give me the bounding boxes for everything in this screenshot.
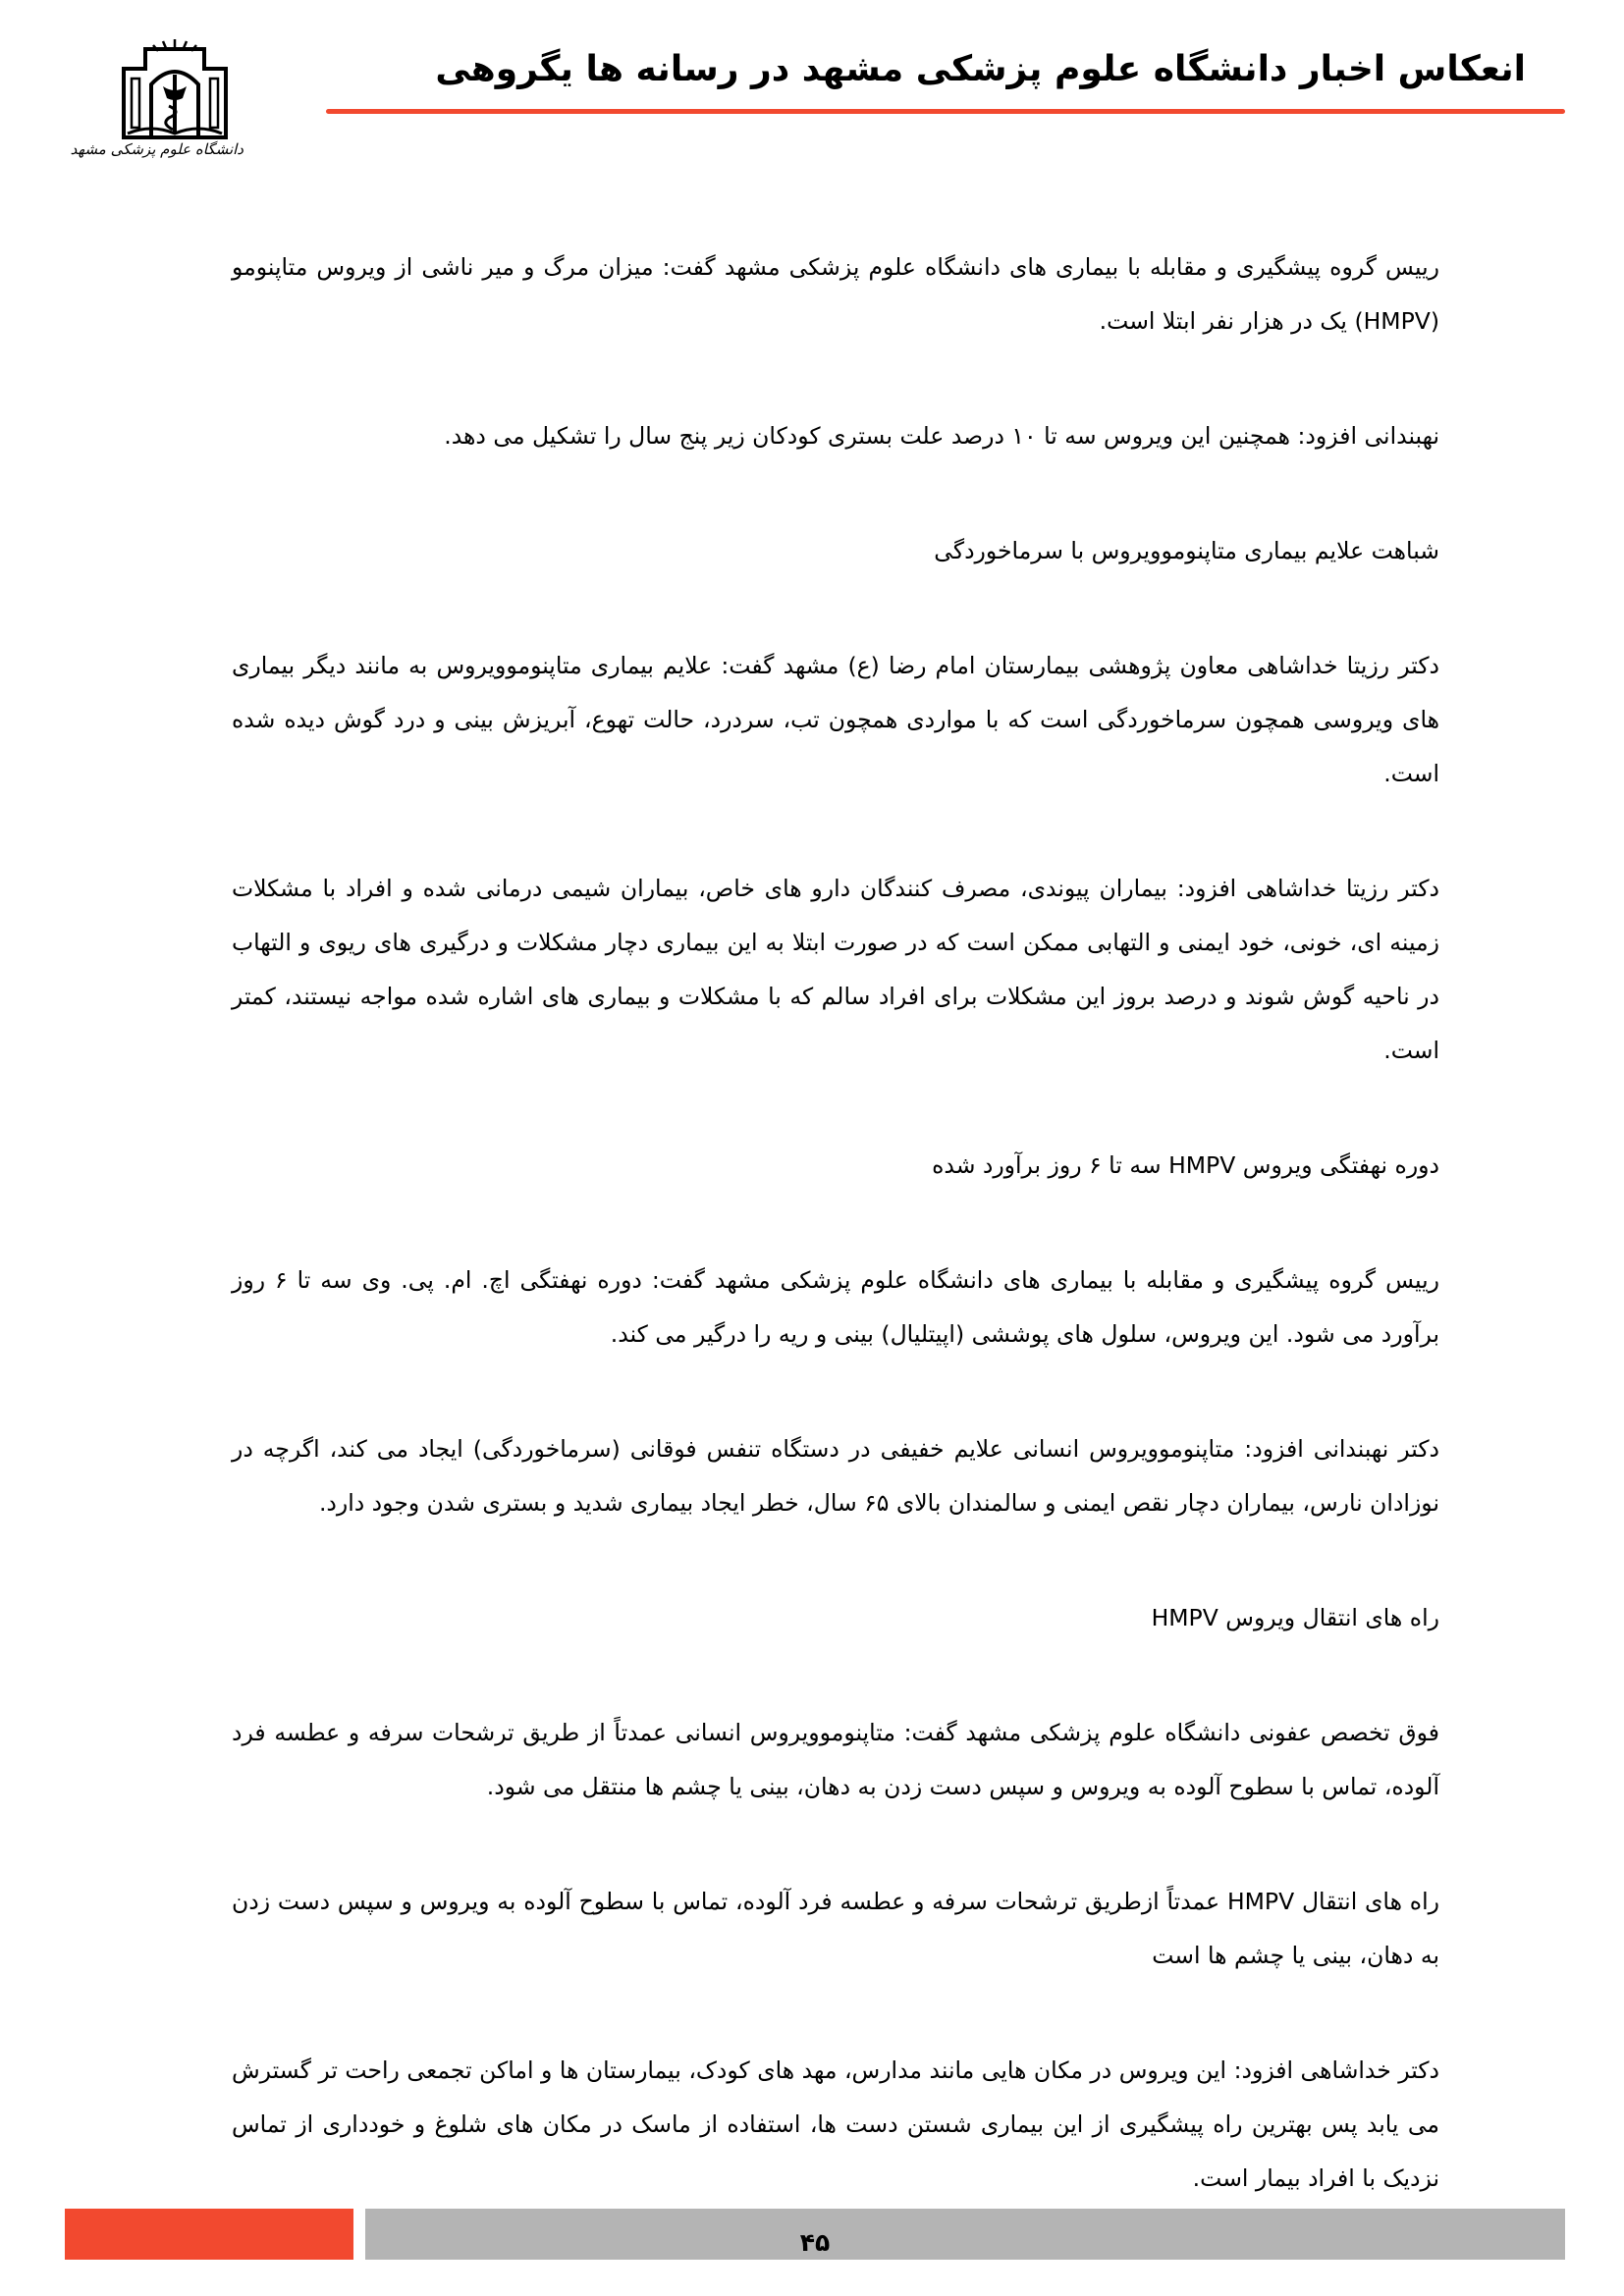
paragraph-9: راه های انتقال ویروس HMPV	[1151, 1604, 1439, 1631]
footer-accent-bar	[65, 2209, 353, 2260]
article-body	[232, 240, 1439, 2267]
paragraph-12: دکتر خداشاهی افزود: این ویروس در مکان هایی مانند مدارس، مهد های کودک، بیمارستان ها و اماکن تجمعی راحت تر گسترش می یابد پس بهترین راه پیشگیری از این بیماری شستن دست ها، استفاده از ماسک در مکان های شلوغ و خودداری از تماس نزدیک با افراد بیمار است.	[232, 2056, 1439, 2192]
logo-caption: دانشگاه علوم پزشکی مشهد	[70, 140, 244, 158]
paragraph-4: دکتر رزیتا خداشاهی معاون پژوهشی بیمارستان امام رضا (ع) مشهد گفت: علایم بیماری متاپنوموویروس به مانند دیگر بیماری های ویروسی همچون سرماخوردگی است که با مواردی همچون تب، سردرد، حالت تهوع، آبریزش بینی و درد گوش دیده شده است.	[232, 652, 1439, 787]
page-title: انعکاس اخبار دانشگاه علوم پزشکی مشهد در رسانه ها یگروهی	[435, 49, 1526, 89]
paragraph-5: دکتر رزیتا خداشاهی افزود: بیماران پیوندی، مصرف کنندگان دارو های خاص، بیماران شیمی درمانی شده و افراد با مشکلات زمینه ای، خونی، خود ایمنی و التهابی ممکن است که در صورت ابتلا به این بیماری دچار مشکلات و درگیری های ریوی و التهاب در ناحیه گوش شوند و درصد بروز این مشکلات برای افراد سالم که با مشکلات و بیماری های اشاره شده مواجه نیستند، کمتر است.	[232, 875, 1439, 1064]
paragraph-2: نهبندانی افزود: همچنین این ویروس سه تا ۱۰ درصد علت بستری کودکان زیر پنج سال را تشکیل می دهد.	[444, 422, 1439, 450]
paragraph-8: دکتر نهبندانی افزود: متاپنوموویروس انسانی علایم خفیفی در دستگاه تنفس فوقانی (سرماخوردگی) ایجاد می کند، اگرچه در نوزادان نارس، بیماران دچار نقص ایمنی و سالمندان بالای ۶۵ سال، خطر ایجاد بیماری شدید و بستری شدن وجود دارد.	[232, 1435, 1439, 1517]
footer-bar	[365, 2209, 1565, 2260]
header-divider	[326, 109, 1565, 114]
paragraph-6: دوره نهفتگی ویروس HMPV سه تا ۶ روز برآورد شده	[932, 1151, 1439, 1179]
paragraph-7: رییس گروه پیشگیری و مقابله با بیماری های دانشگاه علوم پزشکی مشهد گفت: دوره نهفتگی اچ. ام. پی. وی سه تا ۶ روز برآورد می شود. این ویروس، سلول های پوششی (اپیتلیال) بینی و ریه را درگیر می کند.	[232, 1266, 1440, 1348]
paragraph-3: شباهت علایم بیماری متاپنوموویروس با سرماخوردگی	[934, 537, 1439, 564]
paragraph-11: راه های انتقال HMPV عمدتاً ازطریق ترشحات سرفه و عطسه فرد آلوده، تماس با سطوح آلوده به ویروس و سپس دست زدن به دهان، بینی یا چشم ها است	[232, 1888, 1439, 1969]
paragraph-10: فوق تخصص عفونی دانشگاه علوم پزشکی مشهد گفت: متاپنوموویروس انسانی عمدتاً از طریق ترشحات سرفه و عطسه فرد آلوده، تماس با سطوح آلوده به ویروس و سپس دست زدن به دهان، بینی یا چشم ها منتقل می شود.	[232, 1719, 1439, 1800]
paragraph-1: رییس گروه پیشگیری و مقابله با بیماری های دانشگاه علوم پزشکی مشهد گفت: میزان مرگ و میر ناشی از ویروس متاپنومو (HMPV) یک در هزار نفر ابتلا است.	[232, 253, 1439, 335]
page-number: ۴۵	[799, 2228, 831, 2257]
